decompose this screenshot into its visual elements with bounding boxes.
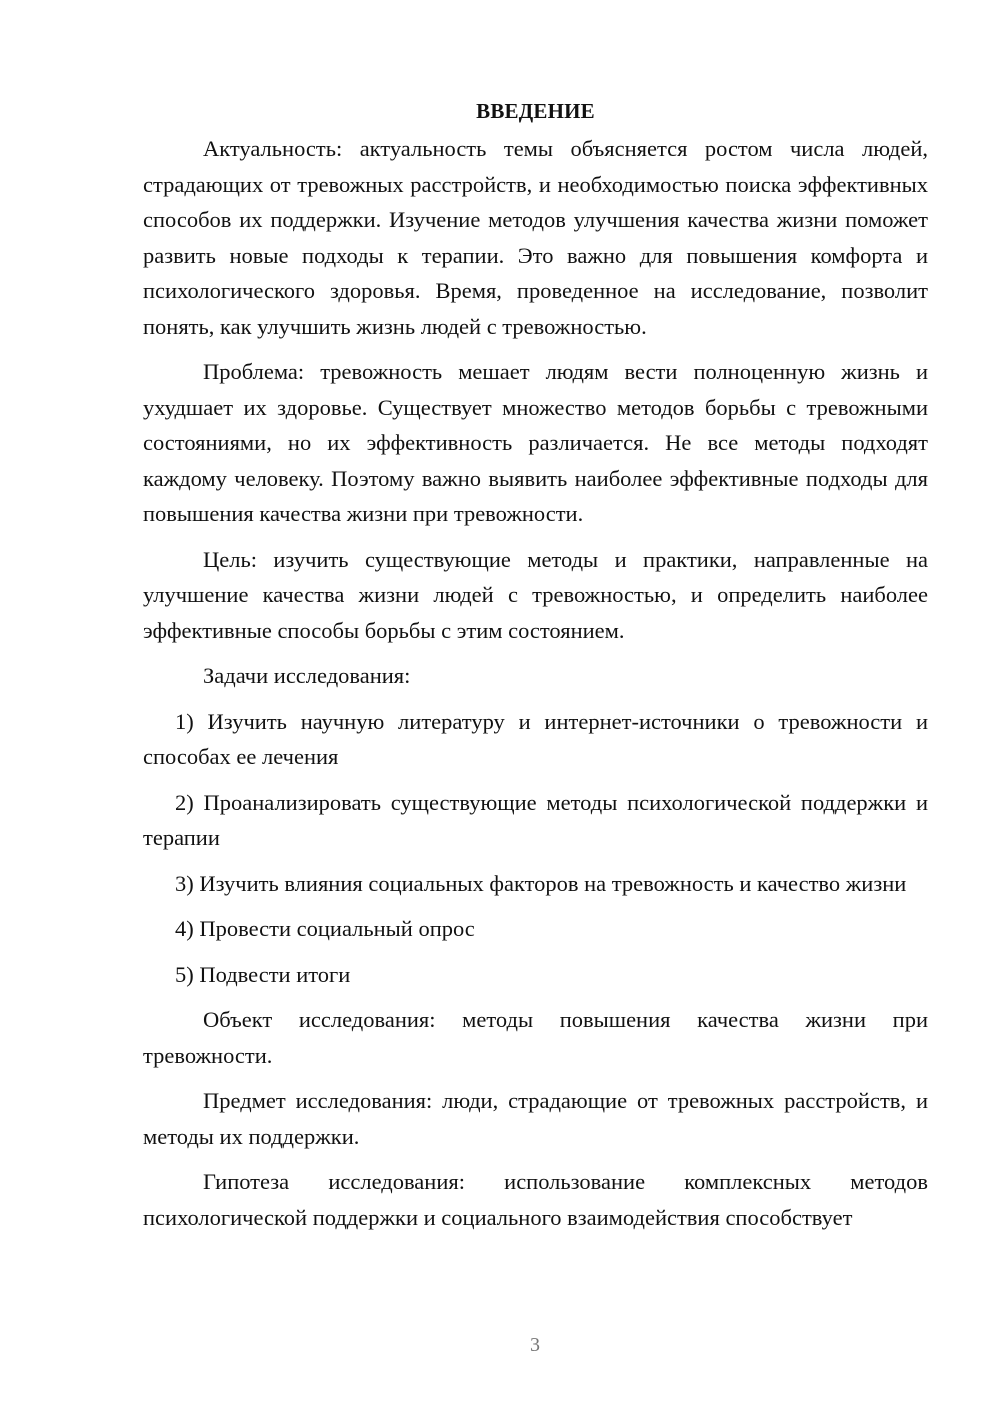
task-item-4: 4) Провести социальный опрос [175,916,475,941]
hypothesis-paragraph: Гипотеза исследования: использование комплексных методов психологической поддержки и социального взаимодействия способствует [143,1169,928,1230]
section-heading: ВВЕДЕНИЕ [476,99,595,123]
task-item-3: 3) Изучить влияния социальных факторов на тревожность и качество жизни [175,870,907,896]
relevance-paragraph: Актуальность: актуальность темы объясняется ростом числа людей, страдающих от тревожных расстройств, и необходимостью поиска эффективных способов их поддержки. Изучение методов улучшения качества жизни поможет развить новые подходы к терапии. Это важно для повышения комфорта и психологического здоровья. Время, проведенное на исследование, позволит понять, как улучшить жизнь людей с тревожностью. [143,136,928,339]
object-paragraph: Объект исследования: методы повышения качества жизни при тревожности. [143,1007,928,1068]
goal-paragraph: Цель: изучить существующие методы и практики, направленные на улучшение качества жизни людей с тревожностью, и определить наиболее эффективные способы борьбы с этим состоянием. [143,546,928,643]
subject-paragraph: Предмет исследования: люди, страдающие от тревожных расстройств, и методы их поддержки. [143,1088,928,1149]
document-body [143,94,928,1245]
page-number: 3 [530,1334,540,1356]
problem-paragraph: Проблема: тревожность мешает людям вести полноценную жизнь и ухудшает их здоровье. Существует множество методов борьбы с тревожными состояниями, но их эффективность различается. Не все методы подходят каждому человеку. Поэтому важно выявить наиболее эффективные подходы для повышения качества жизни при тревожности. [143,359,928,526]
task-item-1: 1) Изучить научную литературу и интернет-источники о тревожности и способах ее лечения [143,708,928,769]
task-item-5: 5) Подвести итоги [175,961,351,987]
task-item-2: 2) Проанализировать существующие методы психологической поддержки и терапии [143,789,928,850]
tasks-title: Задачи исследования: [203,663,411,688]
